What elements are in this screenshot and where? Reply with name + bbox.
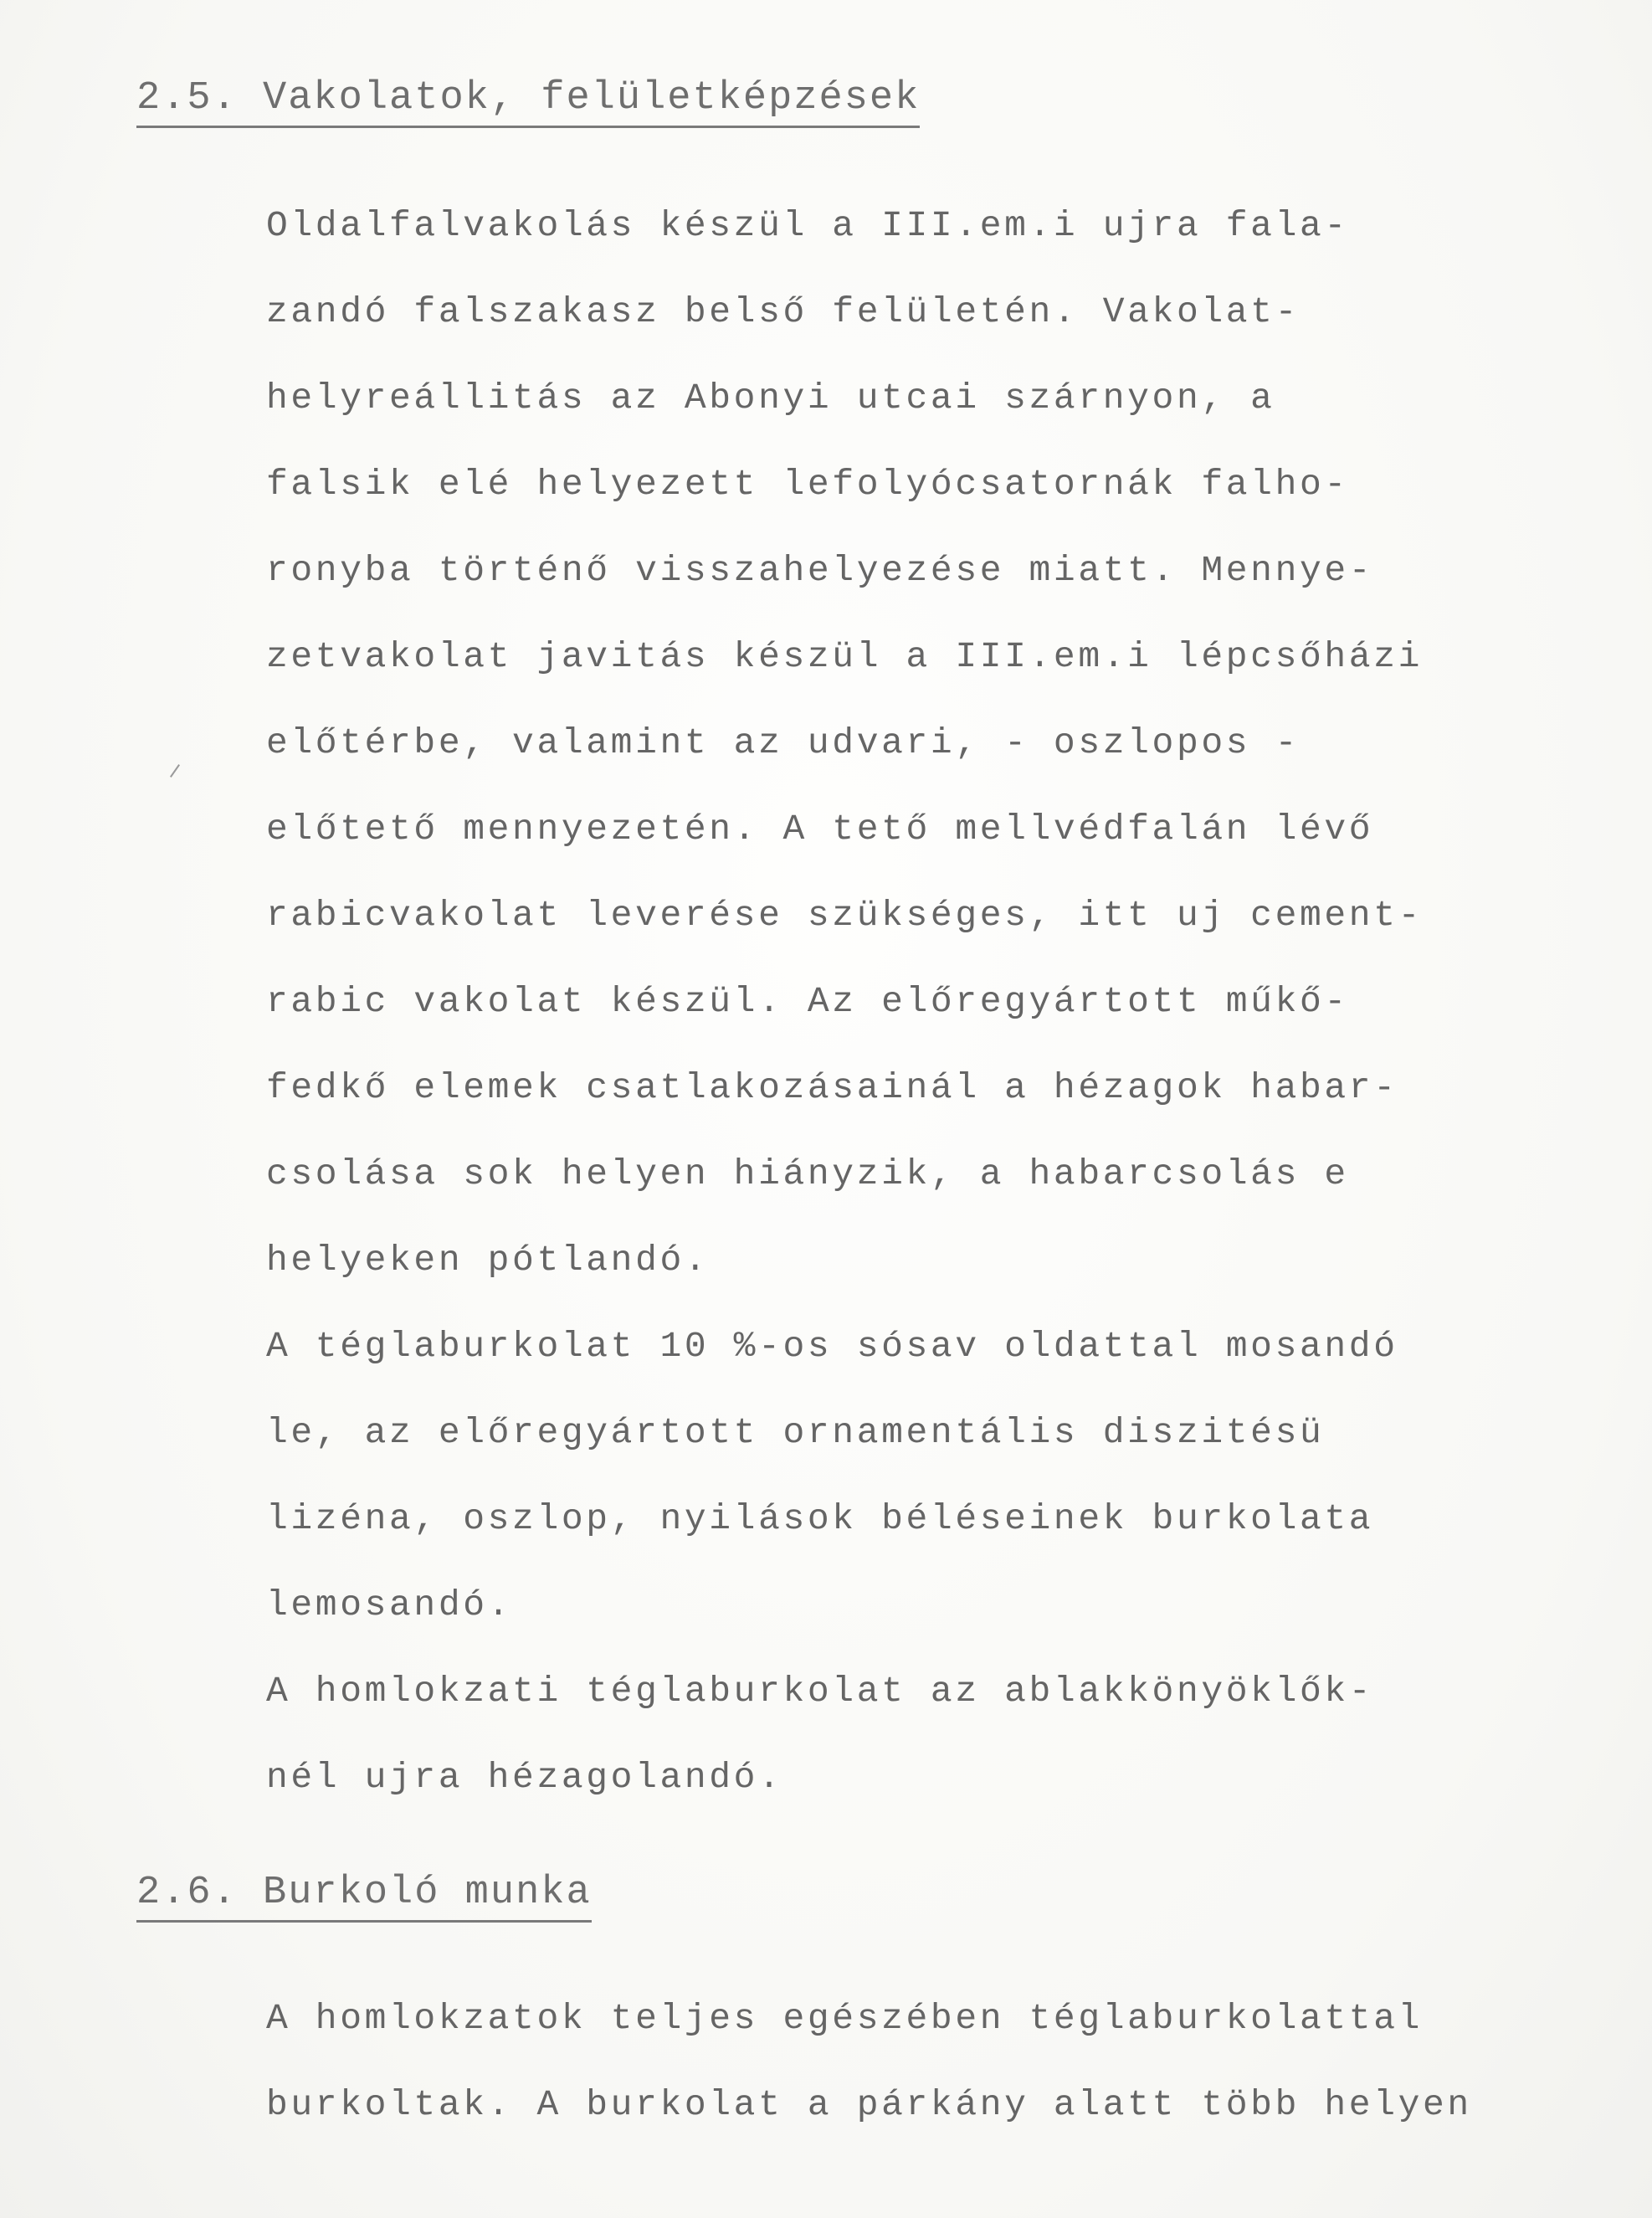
text-line: nél ujra hézagolandó. xyxy=(266,1757,783,1798)
section-heading-cladding: 2.6. Burkoló munka xyxy=(136,1868,592,1923)
text-line: A homlokzatok teljes egészében téglaburkolattal xyxy=(266,1998,1423,2039)
text-line: helyeken pótlandó. xyxy=(266,1240,710,1281)
section-body-cladding xyxy=(266,1975,1605,2148)
text-line: zandó falszakasz belső felületén. Vakolat- xyxy=(266,291,1300,332)
text-line: fedkő elemek csatlakozásainál a hézagok habar- xyxy=(266,1067,1398,1108)
section-body-plaster xyxy=(266,182,1605,1820)
text-line: zetvakolat javitás készül a III.em.i lépcsőházi xyxy=(266,636,1423,677)
text-line: le, az előregyártott ornamentális diszitésü xyxy=(266,1412,1325,1453)
section-heading-plaster: 2.5. Vakolatok, felületképzések xyxy=(136,74,920,128)
text-line: A téglaburkolat 10 %-os sósav oldattal mosandó xyxy=(266,1326,1398,1367)
text-line: helyreállitás az Abonyi utcai szárnyon, a xyxy=(266,377,1275,418)
text-line: lemosandó. xyxy=(266,1584,513,1625)
text-line: lizéna, oszlop, nyilások béléseinek burkolata xyxy=(266,1498,1374,1539)
text-line: burkoltak. A burkolat a párkány alatt több helyen xyxy=(266,2084,1472,2125)
stray-pen-mark xyxy=(170,764,180,778)
text-line: rabic vakolat készül. Az előregyártott műkő- xyxy=(266,981,1349,1022)
text-line: Oldalfalvakolás készül a III.em.i ujra fala- xyxy=(266,205,1349,246)
text-line: rabicvakolat leverése szükséges, itt uj cement- xyxy=(266,895,1423,936)
text-line: A homlokzati téglaburkolat az ablakkönyöklők- xyxy=(266,1671,1374,1712)
text-line: csolása sok helyen hiányzik, a habarcsolás e xyxy=(266,1153,1349,1194)
text-line: ronyba történő visszahelyezése miatt. Mennye- xyxy=(266,550,1374,591)
text-line: falsik elé helyezett lefolyócsatornák falho- xyxy=(266,464,1349,505)
text-line: előtérbe, valamint az udvari, - oszlopos - xyxy=(266,722,1300,763)
text-line: előtető mennyezetén. A tető mellvédfalán lévő xyxy=(266,809,1374,850)
